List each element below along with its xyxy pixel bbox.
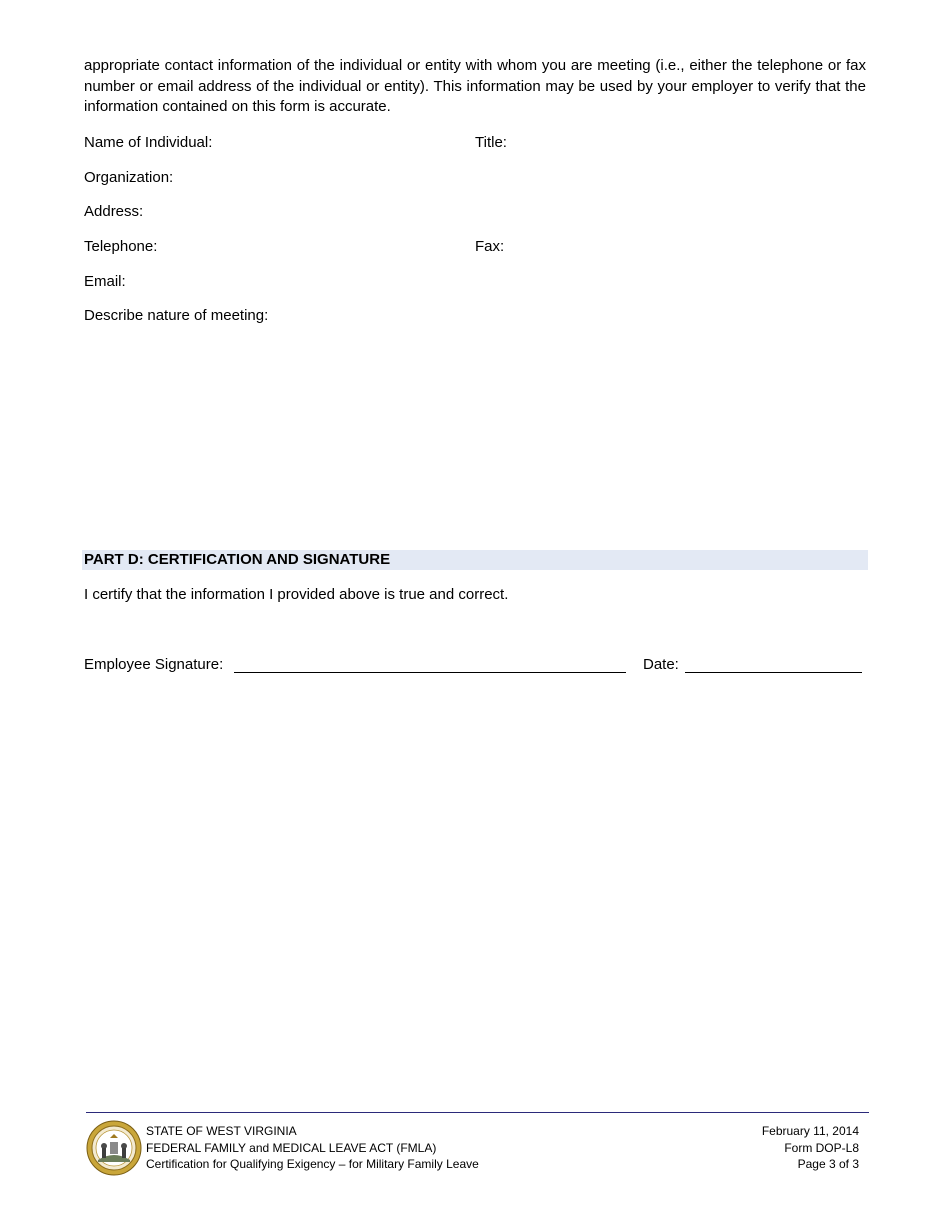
date-line[interactable] xyxy=(685,672,862,673)
date-label: Date: xyxy=(643,656,679,673)
title-label: Title: xyxy=(475,134,507,151)
footer-page-number: Page 3 of 3 xyxy=(797,1157,859,1171)
part-d-heading: PART D: CERTIFICATION AND SIGNATURE xyxy=(84,551,391,568)
state-seal-icon xyxy=(86,1120,142,1176)
footer-form-description: Certification for Qualifying Exigency – for Military Family Leave xyxy=(146,1157,479,1171)
telephone-label: Telephone: xyxy=(84,238,158,255)
footer-divider xyxy=(86,1112,869,1113)
intro-paragraph: appropriate contact information of the individual or entity with whom you are meeting (i.e., either the telephone or fax number or email address of the individual or entity). This information may be used by your employer to verify that the information contained on this form is accurate. xyxy=(84,57,866,116)
address-label: Address: xyxy=(84,203,144,220)
footer-date: February 11, 2014 xyxy=(761,1124,859,1138)
organization-label: Organization: xyxy=(84,169,174,186)
footer-act-name: FEDERAL FAMILY and MEDICAL LEAVE ACT (FMLA) xyxy=(146,1140,437,1155)
name-of-individual-label: Name of Individual: xyxy=(84,134,213,151)
footer-state-name: STATE OF WEST VIRGINIA xyxy=(146,1124,297,1138)
email-label: Email: xyxy=(84,273,126,290)
employee-signature-label: Employee Signature: xyxy=(84,656,224,673)
footer-left-block xyxy=(146,1123,479,1173)
footer-form-number: Form DOP-L8 xyxy=(784,1140,859,1155)
footer-right-block xyxy=(762,1123,859,1173)
describe-meeting-label: Describe nature of meeting: xyxy=(84,307,269,324)
certification-statement: I certify that the information I provided above is true and correct. xyxy=(84,586,509,603)
fax-label: Fax: xyxy=(475,238,505,255)
employee-signature-line[interactable] xyxy=(234,672,626,673)
